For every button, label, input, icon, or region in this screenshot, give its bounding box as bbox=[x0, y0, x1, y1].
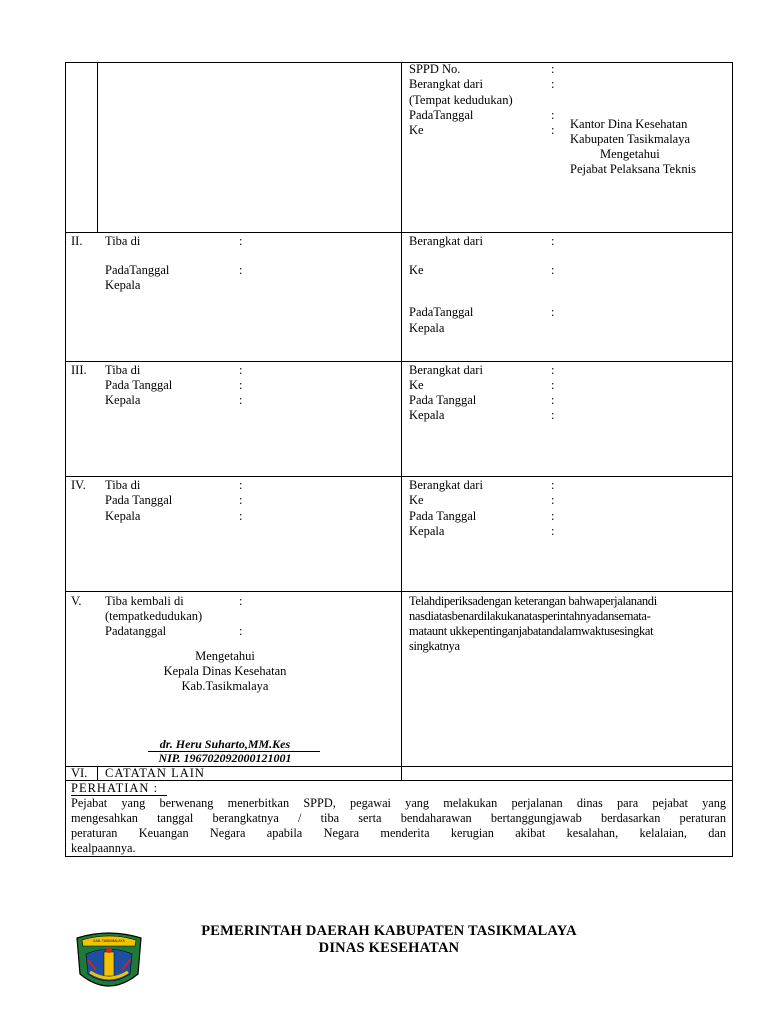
row1-left-spacer-divider bbox=[97, 62, 98, 232]
berangkat-dari-label: Berangkat dari bbox=[409, 234, 483, 248]
ke-label: Ke bbox=[409, 493, 424, 507]
tempat-kedudukan-label: (Tempat kedudukan) bbox=[409, 93, 513, 107]
table-border-top bbox=[65, 62, 733, 63]
colon: : bbox=[239, 624, 243, 638]
colon: : bbox=[551, 493, 555, 507]
kepala-label: Kepala bbox=[105, 393, 141, 407]
colon: : bbox=[239, 493, 243, 507]
row6-num-divider bbox=[97, 766, 98, 780]
pada-tanggal-label: Pada Tanggal bbox=[105, 493, 173, 507]
colon: : bbox=[239, 509, 243, 523]
pada-tanggal-label: Pada Tanggal bbox=[409, 509, 477, 523]
tiba-di-label: Tiba di bbox=[105, 234, 141, 248]
row3-bottom-line bbox=[65, 476, 733, 477]
pada-tanggal-label: PadaTanggal bbox=[105, 263, 170, 277]
padatanggal-label: Padatanggal bbox=[105, 624, 167, 638]
row1-bottom-line bbox=[65, 232, 733, 233]
perhatian-line2: mengesahkan tanggal berangkatnya / tiba serta bendaharawan bertanggungjawab berdasarkan peraturan bbox=[71, 811, 726, 825]
mengetahui-label: Mengetahui bbox=[600, 147, 660, 161]
tiba-di-label: Tiba di bbox=[105, 363, 141, 377]
colon: : bbox=[551, 234, 555, 248]
catatan-lain-label: CATATAN LAIN bbox=[105, 766, 205, 780]
kantor-line2: Kabupaten Tasikmalaya bbox=[570, 132, 691, 146]
colon: : bbox=[551, 77, 555, 91]
statement-line1: Telahdiperiksadengan keterangan bahwaperjalanandi bbox=[409, 594, 657, 608]
berangkat-dari-label: Berangkat dari bbox=[409, 363, 483, 377]
colon: : bbox=[239, 263, 243, 277]
footer-line2: DINAS KESEHATAN bbox=[318, 940, 460, 956]
kantor-line1: Kantor Dina Kesehatan bbox=[570, 117, 688, 131]
table-border-bottom bbox=[65, 856, 733, 857]
perhatian-line3: peraturan Keuangan Negara apabila Negara menderita kerugian akibat kesalahan, kelalaian, dan bbox=[71, 826, 726, 840]
colon: : bbox=[551, 378, 555, 392]
ke-label: Ke bbox=[409, 123, 424, 137]
pada-tanggal-label: Pada Tanggal bbox=[105, 378, 173, 392]
table-col-divider bbox=[401, 62, 402, 780]
ke-label: Ke bbox=[409, 378, 424, 392]
pada-tanggal-label: Pada Tanggal bbox=[409, 393, 477, 407]
footer-line1: PEMERINTAH DAERAH KABUPATEN TASIKMALAYA bbox=[201, 923, 577, 939]
colon: : bbox=[551, 263, 555, 277]
perhatian-line4: kealpaannya. bbox=[71, 841, 136, 855]
ke-label: Ke bbox=[409, 263, 424, 277]
colon: : bbox=[239, 378, 243, 392]
colon: : bbox=[239, 594, 243, 608]
sppd-no-label: SPPD No. bbox=[409, 62, 461, 76]
colon: : bbox=[551, 408, 555, 422]
colon: : bbox=[551, 123, 555, 137]
colon: : bbox=[239, 234, 243, 248]
tiba-kembali-label: Tiba kembali di bbox=[105, 594, 184, 608]
statement-line3: mataunt ukkepentinganjabatandalamwaktusesingkat bbox=[409, 624, 654, 638]
colon: : bbox=[239, 478, 243, 492]
kepala-dinas-label: Kepala Dinas Kesehatan bbox=[163, 664, 287, 678]
row5-number: V. bbox=[71, 594, 82, 608]
pejabat-label: Pejabat Pelaksana Teknis bbox=[570, 162, 696, 176]
colon: : bbox=[551, 509, 555, 523]
row2-bottom-line bbox=[65, 361, 733, 362]
statement-line2: nasdiatasbenardilakukanatasperintahnyadansemata- bbox=[409, 609, 651, 623]
row4-bottom-line bbox=[65, 591, 733, 592]
table-border-left bbox=[65, 62, 66, 857]
colon: : bbox=[551, 393, 555, 407]
kepala-label: Kepala bbox=[409, 524, 445, 538]
colon: : bbox=[239, 363, 243, 377]
kepala-label: Kepala bbox=[105, 278, 141, 292]
berangkat-dari-label: Berangkat dari bbox=[409, 77, 483, 91]
colon: : bbox=[551, 524, 555, 538]
berangkat-dari-label: Berangkat dari bbox=[409, 478, 483, 492]
colon: : bbox=[551, 363, 555, 377]
kepala-label: Kepala bbox=[409, 408, 445, 422]
pada-tanggal-label: PadaTanggal bbox=[409, 305, 474, 319]
tempat-kedudukan-label: (tempatkedudukan) bbox=[105, 609, 203, 623]
table-border-right bbox=[732, 62, 733, 857]
colon: : bbox=[551, 62, 555, 76]
colon: : bbox=[551, 108, 555, 122]
kepala-label: Kepala bbox=[409, 321, 445, 335]
kab-label: Kab.Tasikmalaya bbox=[181, 679, 269, 693]
row4-number: IV. bbox=[71, 478, 86, 492]
kepala-label: Kepala bbox=[105, 509, 141, 523]
colon: : bbox=[551, 478, 555, 492]
mengetahui-label: Mengetahui bbox=[195, 649, 255, 663]
kabupaten-logo bbox=[74, 930, 144, 996]
colon: : bbox=[239, 393, 243, 407]
row2-number: II. bbox=[71, 234, 83, 248]
signatory-name: dr. Heru Suharto,MM.Kes bbox=[159, 737, 291, 751]
tiba-di-label: Tiba di bbox=[105, 478, 141, 492]
signatory-nip: NIP. 196702092000121001 bbox=[158, 751, 292, 765]
row6-number: VI. bbox=[71, 766, 88, 780]
row3-number: III. bbox=[71, 363, 87, 377]
pada-tanggal-label: PadaTanggal bbox=[409, 108, 474, 122]
colon: : bbox=[551, 305, 555, 319]
logo-text: KAB. TASIKMALAYA bbox=[93, 939, 125, 943]
statement-line4: singkatnya bbox=[409, 639, 460, 653]
perhatian-line1: Pejabat yang berwenang menerbitkan SPPD, pegawai yang melakukan perjalanan dinas para pejabat yang bbox=[71, 796, 726, 810]
perhatian-title: PERHATIAN : bbox=[71, 781, 159, 795]
